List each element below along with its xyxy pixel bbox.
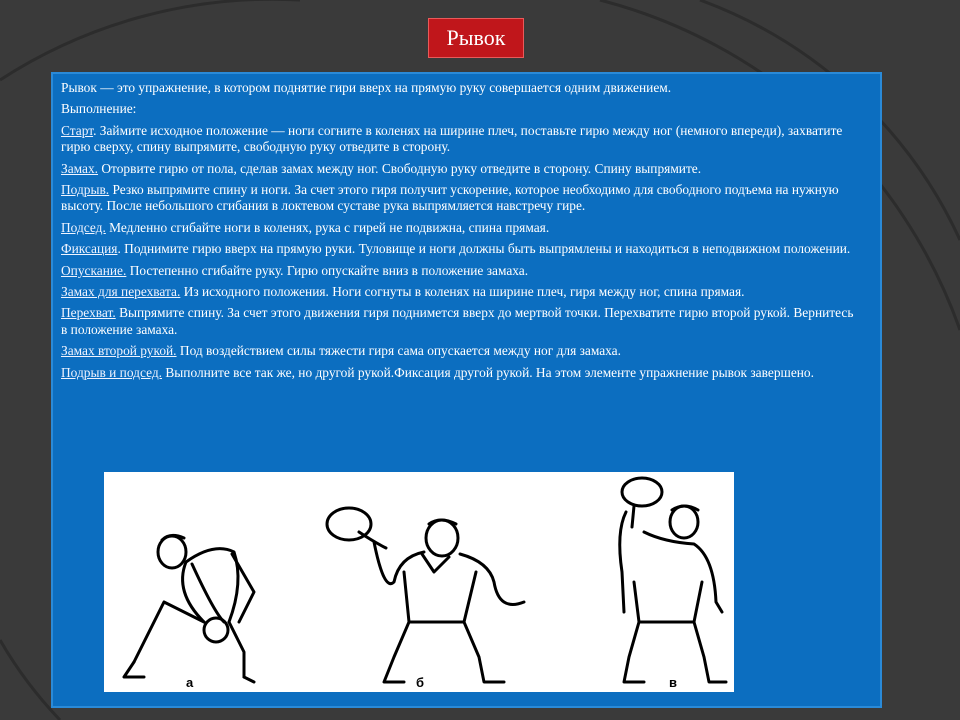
step-swing-second xyxy=(61,343,861,359)
figure-b xyxy=(327,508,524,682)
step-term: Фиксация xyxy=(61,241,118,257)
step-squat xyxy=(61,220,861,236)
step-text: Постепенно сгибайте руку. Гирю опускайте вниз в положение замаха. xyxy=(126,262,529,278)
step-text: . Займите исходное положение — ноги согните в коленях на ширине плеч, поставьте гирю между ног (немного впереди), захватите гирю сверху, спину выпрямите, свободную руку отведите в сторону. xyxy=(61,122,843,155)
exercise-figures xyxy=(104,472,734,692)
execution-label: Выполнение: xyxy=(61,101,137,117)
step-switch xyxy=(61,305,861,338)
step-swing xyxy=(61,161,861,177)
figure-c xyxy=(620,478,726,682)
content-panel xyxy=(51,72,882,708)
step-term: Старт xyxy=(61,122,94,138)
step-fixation xyxy=(61,241,861,257)
step-text: Под воздействием силы тяжести гиря сама опускается между ног для замаха. xyxy=(176,343,621,359)
step-term: Замах второй рукой. xyxy=(61,343,177,359)
intro-text: Рывок — это упражнение, в котором поднятие гири вверх на прямую руку совершается одним движением. xyxy=(61,80,672,95)
step-term: Опускание. xyxy=(61,262,127,278)
step-text: Оторвите гирю от пола, сделав замах между ног. Свободную руку отведите в сторону. Спину выпрямите. xyxy=(98,160,702,176)
figure-label-a: а xyxy=(186,675,194,690)
slide-title: Рывок xyxy=(428,18,524,58)
step-text: Медленно сгибайте ноги в коленях, рука с гирей не подвижна, спина прямая. xyxy=(105,219,550,235)
figure-label-b: б xyxy=(416,675,425,690)
exercise-illustration xyxy=(104,472,734,692)
step-final xyxy=(61,365,861,381)
text-area xyxy=(61,80,861,386)
figure-a xyxy=(124,535,254,682)
step-term: Подсед. xyxy=(61,219,106,235)
step-lowering xyxy=(61,263,861,279)
step-text: Из исходного положения. Ноги согнуты в коленях на ширине плеч, гиря между ног, спина прямая. xyxy=(180,284,745,300)
step-pull xyxy=(61,182,861,215)
step-text: . Поднимите гирю вверх на прямую руки. Туловище и ноги должны быть выпрямлены и находиться в неподвижном положении. xyxy=(117,241,851,257)
step-term: Перехват. xyxy=(61,305,116,321)
figure-label-c: в xyxy=(669,675,677,690)
step-swing-switch xyxy=(61,284,861,300)
step-term: Подрыв. xyxy=(61,182,110,198)
step-term: Замах для перехвата. xyxy=(61,284,181,300)
step-text: Выпрямите спину. За счет этого движения гиря поднимется вверх до мертвой точки. Перехватите гирю второй рукой. Вернитесь в положение замаха. xyxy=(61,305,854,337)
step-term: Подрыв и подсед. xyxy=(61,364,162,380)
step-text: Выполните все так же, но другой рукой.Фиксация другой рукой. На этом элементе упражнение рывок завершено. xyxy=(162,364,814,380)
step-start xyxy=(61,123,861,156)
step-text: Резко выпрямите спину и ноги. За счет этого гиря получит ускорение, которое необходимо для свободного подъема на нужную высоту. После небольшого сгибания в локтевом суставе рука выпрямляется навстречу гире. xyxy=(61,182,839,214)
step-term: Замах. xyxy=(61,160,99,176)
